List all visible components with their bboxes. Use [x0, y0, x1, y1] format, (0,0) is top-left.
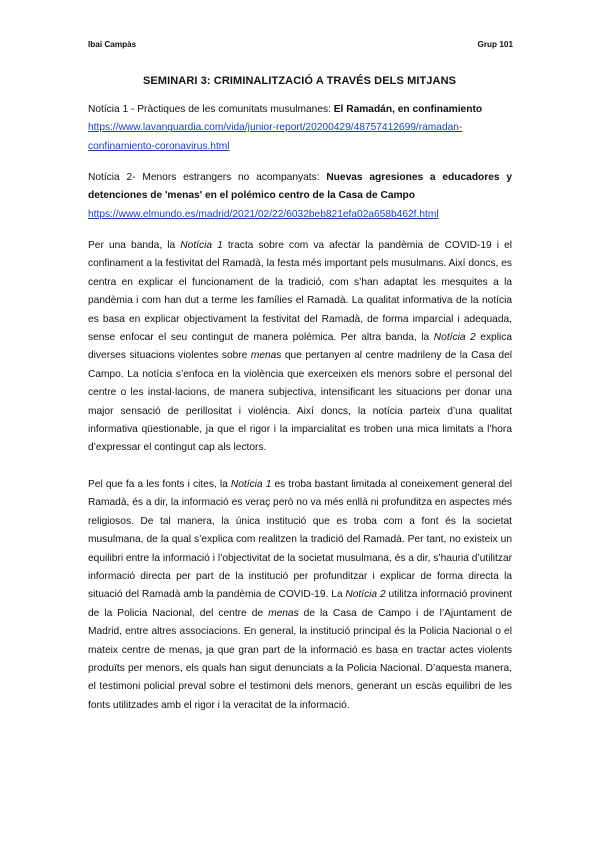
page-title: SEMINARI 3: CRIMINALITZACIÓ A TRAVÉS DELS MITJANS: [142, 75, 457, 87]
paragraph-2-text: de la Casa de Campo i de l’Ajuntament de Madrid, entre altres associacions. En general, la institució principal és la Policia Nacional o el mateix centre de menas, ja que gran part de la informació es basa en tractar actes violents produïts per menors, els quals han sigut denunciats a la Policia Nacional. D’aquesta manera, el testimoni policial preval sobre el testimoni dels menors, generant un escàs equilibri de les fonts utilitzades amb el rigor i la veracitat de la informació.: [88, 607, 513, 711]
news-1-headline: El Ramadán, en confinamiento: [333, 104, 483, 115]
news-2-headline: Nuevas agresiones a educadores y detenciones de 'menas' en el polémico centro de la Casa de Campo: [88, 172, 513, 202]
header-author: Ibai Campàs: [88, 40, 137, 49]
paragraph-1-term-menas: menas: [250, 350, 282, 362]
paragraph-1-text: Per una banda, la: [88, 240, 181, 251]
header-group: Grup 101: [477, 40, 513, 49]
paragraph-2-ref-news1: Notícia 1: [230, 479, 272, 490]
news-2-label: Notícia 2- Menors estrangers no acompanyats:: [88, 172, 327, 183]
news-item-2: [88, 169, 512, 224]
paragraph-1-ref-news2: Notícia 2: [433, 332, 476, 344]
paragraph-2-text: utilitza informació provinent de la Policia Nacional, del centre de: [88, 589, 513, 619]
paragraph-1-text: que pertanyen al centre madrileny de la Casa del Campo. La notícia s’enfoca en la violència que exerceixen els menors sobre el personal del centre o les instal·lacions, de manera subjectiva, intensificant les situacions per donar una major sensació de perillositat i violència. Així doncs, la notícia parteix d’una qualitat informativa qüestionable, ja que el rigor i la imparcialitat es troben una mica limitats a l’hora d’expressar el contingut cap als lectors.: [88, 350, 513, 454]
paragraph-1-ref-news1: Notícia 1: [180, 240, 223, 251]
paragraph-1-text: tracta sobre com va afectar la pandèmia de COVID-19 i el confinament a la festivitat del Ramadà, la festa més important pels musulmans. Així doncs, es centra en explicar el funcionament de la tradició, com s’han adaptat les mesquites a la pandèmia i com han dut a terme les famílies el Ramadà. La qualitat informativa de la notícia es basa en explicar objectivament la festivitat del Ramadà, de forma imparcial i adequada, sense enfocar el seu contingut de manera polèmica. Per altra banda, la: [88, 240, 513, 344]
paragraph-2-term-menas: menas: [268, 607, 299, 619]
news-2-heading: [88, 169, 512, 206]
paragraph-2-text: Pel que fa a les fonts i cites, la: [88, 479, 231, 490]
news-item-1: [88, 101, 512, 156]
paragraph-2-text: es troba bastant limitada al coneixement general del Ramadà, és a dir, la informació es veraç però no va més enllà ni profunditza en aspectes més religiosos. De tal manera, la única institució que es troba com a font és la societat musulmana, de la qual s’explica com realitzen la tradició del Ramadà. Per tant, no existeix un equilibri entre la informació i l’objectivitat de la societat musulmana, és a dir, s’hauria d’utilitzar informació directa per part de la institució per profunditzar i explicar de forma directa la situació del Ramadà amb la pandèmia de COVID-19. La: [88, 479, 513, 601]
news-2-link[interactable]: https://www.elmundo.es/madrid/2021/02/22/6032beb821efa02a658b462f.html: [88, 208, 439, 220]
news-1-label: Notícia 1 - Pràctiques de les comunitats musulmanes:: [88, 104, 334, 115]
news-1-link[interactable]: https://www.lavanguardia.com/vida/junior-report/20200429/48757412699/ramadan-confinamiento-coronavirus.html: [88, 122, 463, 152]
news-1-heading: [88, 101, 512, 119]
paragraph-1-text: explica diverses situacions violentes sobre: [88, 332, 513, 362]
body-paragraph-2: [88, 476, 512, 715]
body-paragraph-1: [88, 237, 512, 458]
paragraph-2-ref-news2: Notícia 2: [345, 589, 386, 601]
